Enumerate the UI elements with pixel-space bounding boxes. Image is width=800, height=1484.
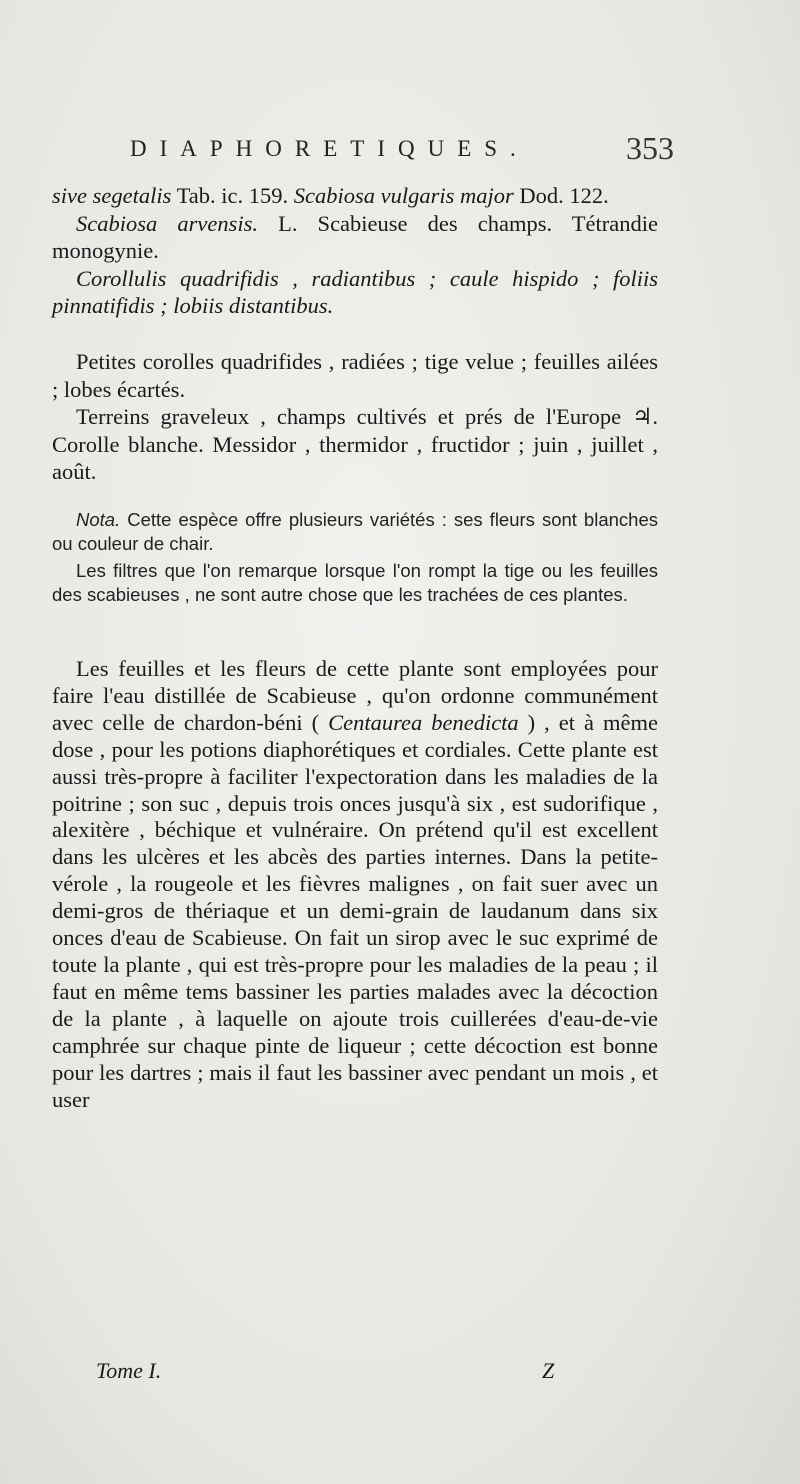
nota-paragraph: [52, 508, 658, 555]
volume-label: Tome I.: [96, 1358, 162, 1383]
signature-mark: Z: [542, 1358, 555, 1383]
body-paragraph: [52, 656, 658, 1113]
nota-block: [52, 508, 658, 610]
reference: Dod. 122.: [513, 183, 609, 208]
latin-name: Scabiosa arvensis.: [76, 210, 258, 236]
running-title: DIAPHORETIQUES.: [130, 136, 529, 161]
french-description: [52, 348, 658, 486]
latin-synonyms: [52, 182, 658, 320]
habitat-paragraph: Terreins graveleux , champs cultivés et prés de l'Europe ♃. Corolle blanche. Messidor , thermidor , fructidor ; juin , juillet , août.: [52, 404, 658, 484]
body-text-part: ) , et à même dose , pour les potions diaphorétiques et cordiales. Cette plante est aussi très-propre à faciliter l'expectoration dans les maladies de la poitrine ; son suc , depuis trois onces jusqu'à six , est sudorifique , alexitère , béchique et vulnéraire. On prétend qu'il est excellent dans les ulcères et les abcès des parties internes. Dans la petite-vérole , la rougeole et les fièvres malignes , on fait suer avec un demi-gros de thériaque et un demi-grain de laudanum dans six onces d'eau de Scabieuse. On fait un sirop avec le suc exprimé de toute la plante , qui est très-propre pour les maladies de la peau ; il faut en même tems bassiner les parties malades avec la décoction de la plante , à laquelle on ajoute trois cuillerées d'eau-de-vie camphrée sur chaque pinte de liqueur ; cette décoction est bonne pour les dartres ; mais il faut les bassiner avec pendant un mois , et user: [52, 709, 658, 1112]
synonym-line: [52, 182, 658, 210]
body-text: [52, 656, 658, 1113]
page-header: [70, 130, 674, 174]
latin-diagnosis: Corollulis quadrifidis , radiantibus ; caule hispido ; foliis pinnatifidis ; lobiis distantibus.: [52, 265, 658, 318]
nota-paragraph: Les filtres que l'on remarque lorsque l'on rompt la tige ou les feuilles des scabieuses , ne sont autre chose que les trachées de ces plantes.: [52, 560, 658, 605]
latin-name: Centaurea benedicta: [328, 709, 519, 735]
page-number: 353: [626, 130, 674, 166]
nota-label: Nota.: [76, 509, 121, 530]
latin-name: sive segetalis: [52, 183, 172, 208]
nota-text: Cette espèce offre plusieurs variétés : ses fleurs sont blanches ou couleur de chair.: [52, 509, 658, 554]
common-name: L. Scabieuse des champs. Tétrandie monogynie.: [52, 210, 658, 263]
page-footer: [96, 1358, 676, 1388]
species-name-line: [52, 210, 658, 265]
body-text-part: Les feuilles et les fleurs de cette plante sont employées pour faire l'eau distillée de Scabieuse , qu'on ordonne communément avec celle de chardon-béni (: [52, 656, 658, 735]
latin-name: Scabiosa vulgaris major: [293, 183, 514, 208]
reference: Tab. ic. 159.: [171, 183, 294, 208]
description-paragraph: Petites corolles quadrifides , radiées ; tige velue ; feuilles ailées ; lobes écartés.: [52, 349, 658, 402]
